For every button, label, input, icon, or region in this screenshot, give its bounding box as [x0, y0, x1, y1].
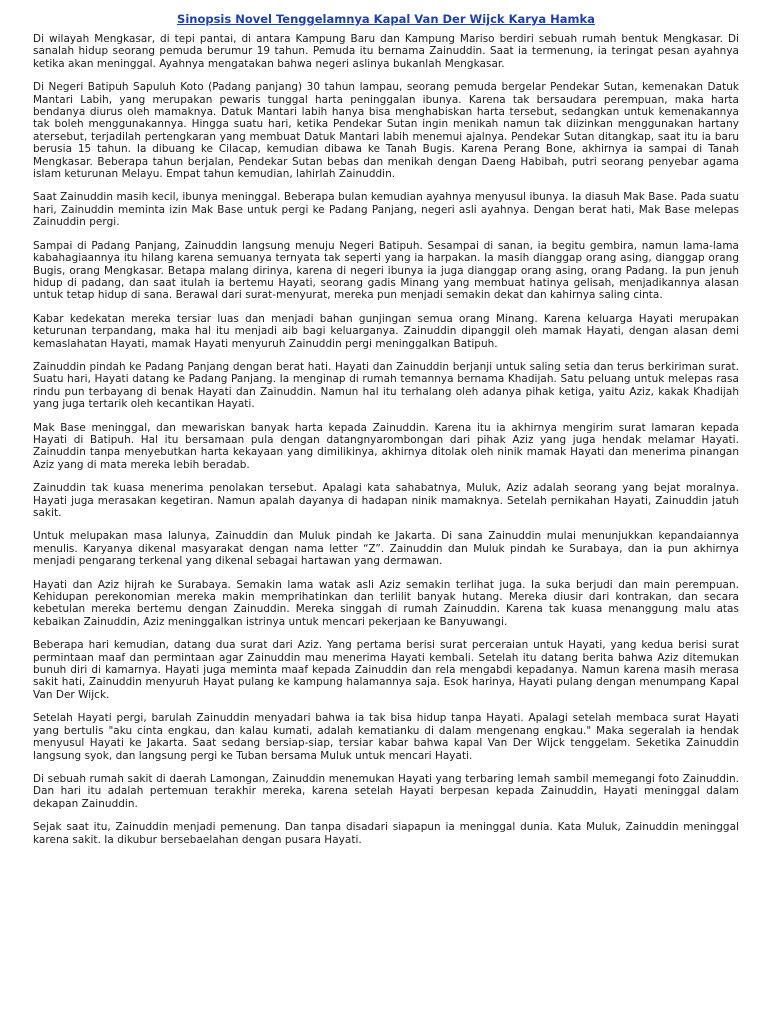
paragraph-6: Zainuddin pindah ke Padang Panjang dengan berat hati. Hayati dan Zainuddin berjanji untuk saling setia dan terus berkiriman surat. Suatu hari, Hayati datang ke Padang Panjang. Ia menginap di rumah temannya bernama Khadijah. Satu peluang untuk melepas rasa rindu pun terbayang di benak Hayati dan Zainuddin. Namun hal itu terhalang oleh adanya pihak ketiga, yaitu Aziz, kakak Khadijah yang juga tertarik oleh kecantikan Hayati.: [33, 360, 739, 411]
paragraph-12: Setelah Hayati pergi, barulah Zainuddin menyadari bahwa ia tak bisa hidup tanpa Hayati. Apalagi setelah membaca surat Hayati yang bertulis "aku cinta engkau, dan kalau kumati, adalah kematianku di dalam mengenang engkau." Maka segeralah ia hendak menyusul Hayati ke Jakarta. Saat sedang bersiap-siap, tersiar kabar bahwa kapal Van Der Wijck tenggelam. Seketika Zainuddin langsung syok, dan langsung pergi ke Tuban bersama Muluk untuk mencari Hayati.: [33, 712, 739, 762]
paragraph-8: Zainuddin tak kuasa menerima penolakan tersebut. Apalagi kata sahabatnya, Muluk, Aziz adalah seorang yang bejat moralnya. Hayati juga merasakan kegetiran. Namun apalah dayanya di hadapan ninik mamaknya. Setelah pernikahan Hayati, Zainuddin jatuh sakit.: [33, 482, 739, 519]
paragraph-10: Hayati dan Aziz hijrah ke Surabaya. Semakin lama watak asli Aziz semakin terlihat juga. Ia suka berjudi dan main perempuan. Kehidupan perekonomian mereka makin memprihatinkan dan terlilit banyak hutang. Mereka diusir dari kontrakan, dan secara kebetulan mereka bertemu dengan Zainuddin. Mereka singgah di rumah Zainuddin. Karena tak kuasa menanggung malu atas kebaikan Zainuddin, Aziz meninggalkan istrinya untuk mencari pekerjaan ke Banyuwangi.: [33, 578, 739, 628]
document-title-link[interactable]: Sinopsis Novel Tenggelamnya Kapal Van Der Wijck Karya Hamka: [177, 12, 595, 26]
paragraph-2: Di Negeri Batipuh Sapuluh Koto (Padang panjang) 30 tahun lampau, seorang pemuda bergelar Pendekar Sutan, kemenakan Datuk Mantari Labih, yang merupakan pewaris tunggal harta peninggalan ibunya. Karena tak bersaudara perempuan, maka harta bendanya diurus oleh mamaknya. Datuk Mantari labih hanya bisa menghabiskan harta tersebut, sedangkan untuk kemenakannya tak boleh menggunakannya. Hingga suatu hari, ketika Pendekar Sutan ingin menikah namun tak diizinkan menggunakan hartany atersebut, terjadilah pertengkaran yang membuat Datuk Mantari labih menemui ajalnya. Pendekar Sutan ditangkap, saat itu ia baru berusia 15 tahun. Ia dibuang ke Cilacap, kemudian dibawa ke Tanah Bugis. Karena Perang Bone, akhirnya ia sampai di Tanah Mengkasar. Beberapa tahun berjalan, Pendekar Sutan bebas dan menikah dengan Daeng Habibah, putri seorang penyebar agama islam keturunan Melayu. Empat tahun kemudian, lahirlah Zainuddin.: [33, 81, 739, 181]
paragraph-11: Beberapa hari kemudian, datang dua surat dari Aziz. Yang pertama berisi surat perceraian untuk Hayati, yang kedua berisi surat permintaan maaf dan permintaan agar Zainuddin mau menerima Hayati kembali. Setelah itu datang berita bahwa Aziz ditemukan bunuh diri di kamarnya. Hayati juga meminta maaf kepada Zainuddin dan rela mengabdi kepadanya. Namun karena masih merasa sakit hati, Zainuddin menyuruh Hayat pulang ke kampung halamannya saja. Esok harinya, Hayati pulang dengan menumpang Kapal Van Der Wijck.: [33, 639, 739, 701]
paragraph-4: Sampai di Padang Panjang, Zainuddin langsung menuju Negeri Batipuh. Sesampai di sanan, ia begitu gembira, namun lama-lama kabahagiaannya itu hilang karena semuanya ternyata tak seperti yang ia harpakan. Ia masih dianggap orang asing, dianggap orang Bugis, orang Mengkasar. Betapa malang dirinya, karena di negeri ibunya ia juga dianggap orang asing, orang Padang. Ia pun jenuh hidup di padang, dan saat itulah ia bertemu Hayati, seorang gadis Minang yang membuat hatinya gelisah, menjadikannya alasan untuk tetap hidup di sana. Berawal dari surat-menyurat, mereka pun menjadi semakin dekat dan kahirnya saling cinta.: [33, 239, 739, 302]
paragraph-3: Saat Zainuddin masih kecil, ibunya meninggal. Beberapa bulan kemudian ayahnya menyusul ibunya. Ia diasuh Mak Base. Pada suatu hari, Zainuddin meminta izin Mak Base untuk pergi ke Padang Panjang, negeri asli ayahnya. Dengan berat hati, Mak Base melepas Zainuddin pergi.: [33, 191, 739, 229]
paragraph-5: Kabar kedekatan mereka tersiar luas dan menjadi bahan gunjingan semua orang Minang. Karena keluarga Hayati merupakan keturunan terpandang, maka hal itu menjadi aib bagi keluarganya. Zainuddin dipanggil oleh mamak Hayati, dengan alasan demi kemaslahatan Hayati, mamak Hayati menyuruh Zainuddin pergi meninggalkan Batipuh.: [33, 312, 739, 350]
paragraph-7: Mak Base meninggal, dan mewariskan banyak harta kepada Zainuddin. Karena itu ia akhirnya mengirim surat lamaran kepada Hayati di Batipuh. Hal itu bersamaan pula dengan datangnyarombongan dari pihak Aziz yang juga hendak melamar Hayati. Zainuddin tanpa menyebutkan harta kekayaan yang dimilikinya, akhirnya ditolak oleh ninik mamak Hayati dan menerima pinangan Aziz yang di mata mereka lebih beradab.: [33, 421, 739, 471]
paragraph-9: Untuk melupakan masa lalunya, Zainuddin dan Muluk pindah ke Jakarta. Di sana Zainuddin mulai menunjukkan kepandaiannya menulis. Karyanya dikenal masyarakat dengan nama letter “Z”. Zainuddin dan Muluk pindah ke Surabaya, dan ia pun akhirnya menjadi pengarang terkenal yang dikenal sebagai hartawan yang dermawan.: [33, 530, 739, 568]
paragraph-14: Sejak saat itu, Zainuddin menjadi pemenung. Dan tanpa disadari siapapun ia meninggal dunia. Kata Muluk, Zainuddin meninggal karena sakit. Ia dikubur bersebaelahan dengan pusara Hayati.: [33, 821, 739, 846]
document-body: [33, 33, 739, 846]
paragraph-1: Di wilayah Mengkasar, di tepi pantai, di antara Kampung Baru dan Kampung Mariso berdiri sebuah rumah bentuk Mengkasar. Di sanalah hidup seorang pemuda berumur 19 tahun. Pemuda itu bernama Zainuddin. Saat ia termenung, ia teringat pesan ayahnya ketika akan meninggal. Ayahnya mengatakan bahwa negeri aslinya bukanlah Mengkasar.: [33, 33, 739, 70]
paragraph-13: Di sebuah rumah sakit di daerah Lamongan, Zainuddin menemukan Hayati yang terbaring lemah sambil memegangi foto Zainuddin. Dan hari itu adalah pertemuan terakhir mereka, karena setelah Hayati berpesan kepada Zainuddin, Hayati meninggal dalam dekapan Zainuddin.: [33, 772, 739, 810]
